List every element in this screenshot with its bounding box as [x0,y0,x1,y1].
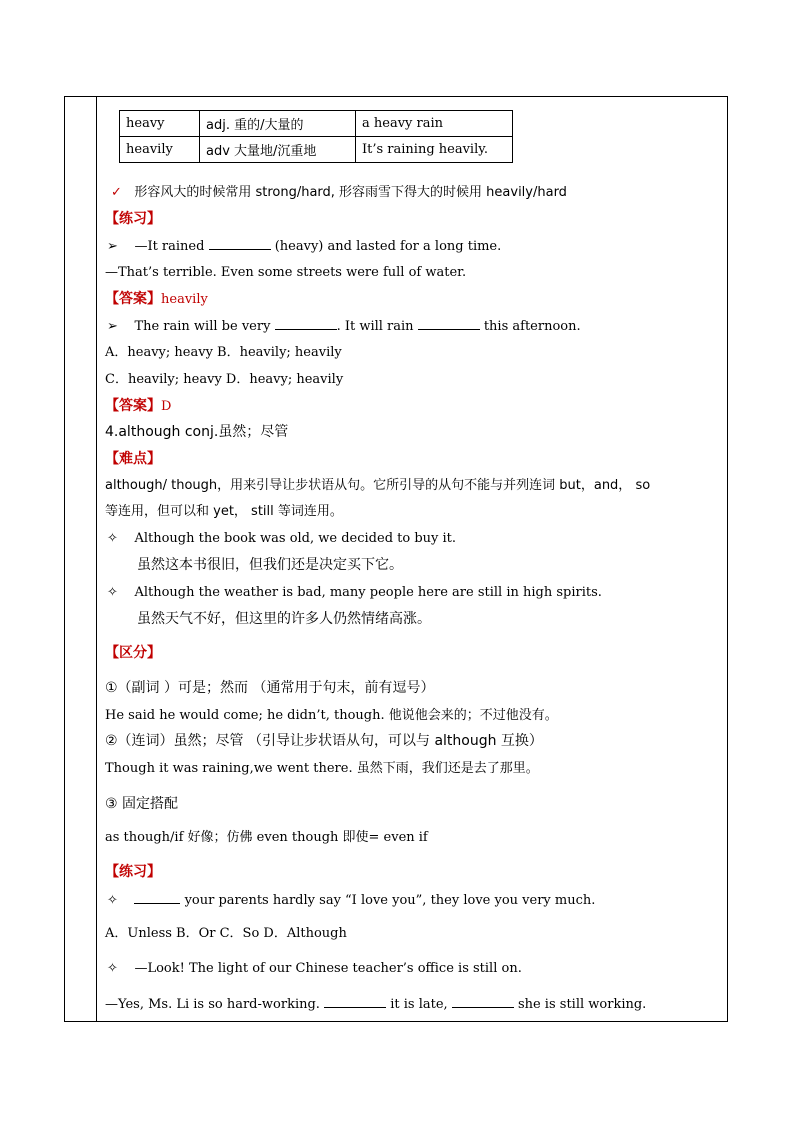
answer-blank[interactable] [134,890,180,904]
usage-note-text: 形容风大的时候常用 strong/hard, 形容雨雪下得大的时候用 heavily/hard [134,185,567,200]
question-reply [105,994,646,1015]
question-text: —It rained [134,239,205,254]
answer-blank[interactable] [209,236,271,250]
diamond-bullet-icon: ✧ [107,893,118,908]
diamond-bullet-icon: ✧ [107,531,118,546]
answer-value: heavily [161,292,208,307]
example-chinese: 虽然这本书很旧，但我们还是决定买下它。 [137,557,403,573]
column-divider [96,96,97,1022]
example-sentence [107,529,456,549]
vocab-table [119,110,513,163]
distinguish-item: ②（连词）虽然；尽管 （引导让步状语从句，可以与 although 互换） [105,733,543,749]
table-cell: a heavy rain [356,111,513,137]
check-icon: ✓ [111,185,122,200]
options-line: A．heavy; heavy B．heavily; heavily [105,345,342,360]
question [107,890,595,911]
example-english: Although the weather is bad, many people here are still in high spirits. [134,585,602,600]
options-line: C．heavily; heavy D．heavy; heavily [105,372,344,387]
question-text: your parents hardly say “I love you”, they love you very much. [184,893,596,908]
question-text: this afternoon. [483,319,581,334]
question-text: (heavy) and lasted for a long time. [274,239,502,254]
explanation-text: although/ though，用来引导让步状语从句。它所引导的从句不能与并列连词 but，and， so [105,478,651,493]
question-text: —Look! The light of our Chinese teacher’s office is still on. [134,961,522,976]
distinguish-item: ①（副词 ）可是；然而 （通常用于句末，前有逗号） [105,680,435,696]
table-cell: adv 大量地/沉重地 [200,137,356,163]
answer-label: 【答案】 [105,398,161,414]
answer-blank[interactable] [452,994,514,1008]
diamond-bullet-icon: ✧ [107,961,118,976]
table-cell: It’s raining heavily. [356,137,513,163]
table-cell: adj. 重的/大量的 [200,111,356,137]
difficulty-title: 【难点】 [105,451,161,467]
explanation-text: 等连用，但可以和 yet， still 等词连用。 [105,504,343,519]
arrow-bullet-icon: ➢ [107,319,118,334]
answer-value: D [161,399,172,414]
table-cell: heavy [120,111,200,137]
question-text: it is late, [390,997,448,1012]
distinguish-item: ③ 固定搭配 [105,796,179,812]
question [107,236,501,257]
arrow-bullet-icon: ➢ [107,239,118,254]
question-text: she is still working. [517,997,647,1012]
practice-title: 【练习】 [105,211,161,227]
question [107,959,522,979]
question-text: —Yes, Ms. Li is so hard-working. [105,997,320,1012]
diamond-bullet-icon: ✧ [107,585,118,600]
answer-line [105,289,208,310]
question-text: The rain will be very [134,319,271,334]
example-english: Although the book was old, we decided to buy it. [134,531,457,546]
answer-blank[interactable] [275,316,337,330]
distinguish-example: as though/if 好像；仿佛 even though 即使= even if [105,830,428,845]
question-text: . It will rain [336,319,414,334]
options-line: A．Unless B．Or C．So D．Although [105,926,347,941]
table-row [120,111,513,137]
answer-blank[interactable] [418,316,480,330]
answer-blank[interactable] [324,994,386,1008]
answer-line [105,396,171,417]
question-reply: —That’s terrible. Even some streets were full of water. [105,265,467,280]
example-sentence [107,583,602,603]
distinguish-example: He said he would come; he didn’t, though. 他说他会来的；不过他没有。 [105,708,558,723]
distinguish-example: Though it was raining,we went there. 虽然下雨，我们还是去了那里。 [105,761,539,776]
section-heading: 4.although conj.虽然；尽管 [105,424,289,440]
distinguish-title: 【区分】 [105,645,161,661]
question [107,316,581,337]
practice-title: 【练习】 [105,864,161,880]
example-chinese: 虽然天气不好，但这里的许多人仍然情绪高涨。 [137,611,431,627]
table-row [120,137,513,163]
answer-label: 【答案】 [105,291,161,307]
table-cell: heavily [120,137,200,163]
usage-note [111,183,567,203]
